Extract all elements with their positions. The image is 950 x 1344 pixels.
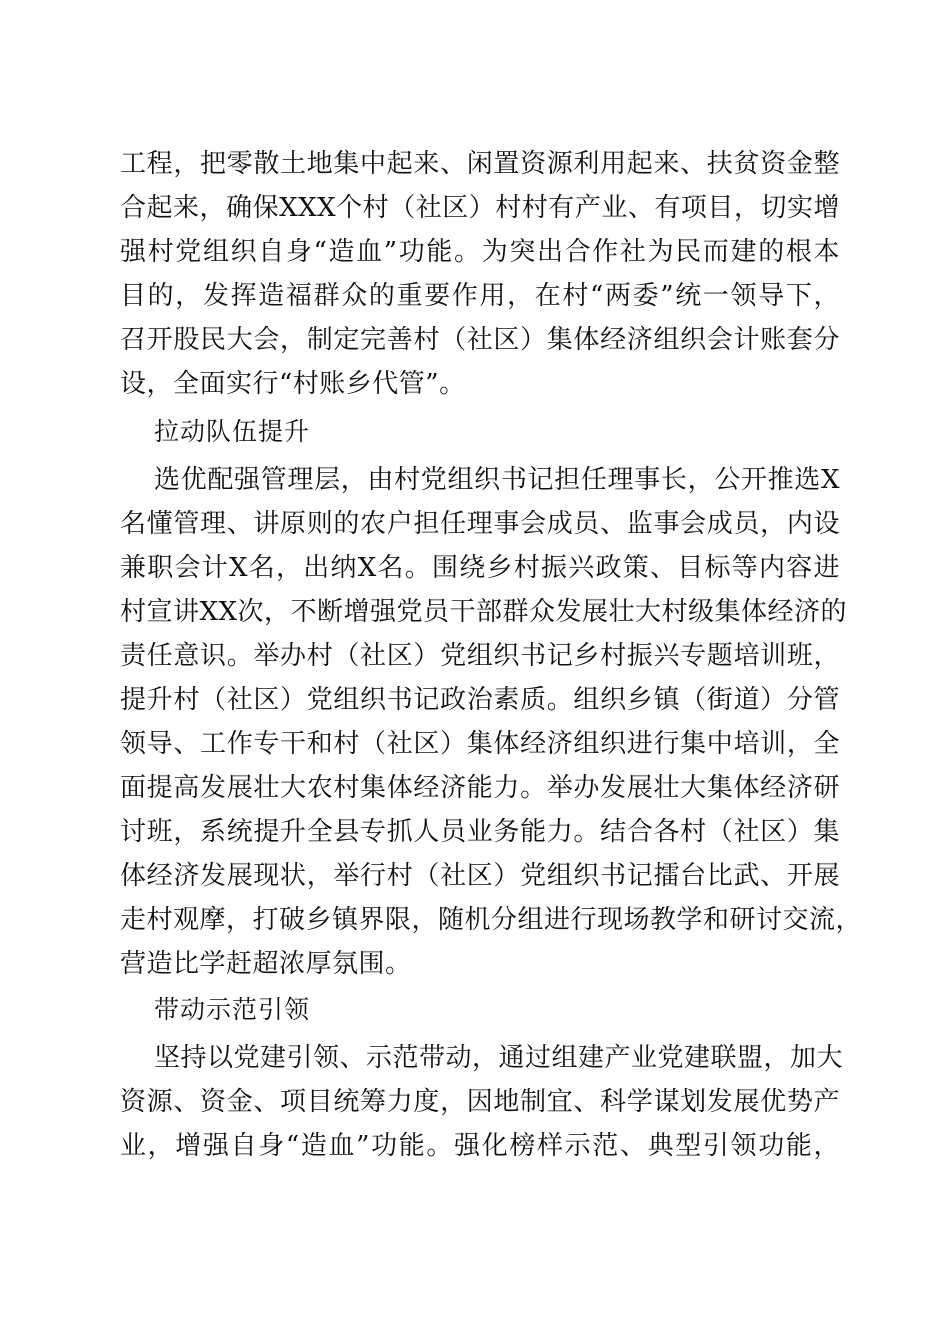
paragraph-2-line-9: 讨班，系统提升全县专抓人员业务能力。结合各村（社区）集 xyxy=(120,817,840,847)
paragraph-2-line-6: 提升村（社区）党组织书记政治素质。组织乡镇（街道）分管 xyxy=(120,685,840,715)
section-heading-team: 拉动队伍提升 xyxy=(154,417,311,446)
paragraph-1-line-2: 合起来，确保XXX个村（社区）村村有产业、有项目，切实增 xyxy=(120,193,840,223)
paragraph-2-line-8: 面提高发展壮大农村集体经济能力。举办发展壮大集体经济研 xyxy=(120,773,840,803)
paragraph-3-line-3: 业，增强自身“造血”功能。强化榜样示范、典型引领功能， xyxy=(120,1131,840,1161)
paragraph-1-line-1: 工程，把零散土地集中起来、闲置资源利用起来、扶贫资金整 xyxy=(120,149,840,179)
paragraph-2-line-1: 选优配强管理层，由村党组织书记担任理事长，公开推选X xyxy=(154,465,840,495)
paragraph-2-line-2: 名懂管理、讲原则的农户担任理事会成员、监事会成员，内设 xyxy=(120,509,840,539)
section-heading-demonstration: 带动示范引领 xyxy=(154,995,311,1024)
paragraph-2-line-5: 责任意识。举办村（社区）党组织书记乡村振兴专题培训班， xyxy=(120,641,840,671)
paragraph-2-line-10: 体经济发展现状，举行村（社区）党组织书记擂台比武、开展 xyxy=(120,861,840,891)
paragraph-2-line-7: 领导、工作专干和村（社区）集体经济组织进行集中培训，全 xyxy=(120,729,840,759)
paragraph-2-line-11: 走村观摩，打破乡镇界限，随机分组进行现场教学和研讨交流， xyxy=(120,905,863,935)
paragraph-1-line-6: 设，全面实行“村账乡代管”。 xyxy=(120,369,466,399)
paragraph-2-line-3: 兼职会计X名，出纳X名。围绕乡村振兴政策、目标等内容进 xyxy=(120,553,840,583)
paragraph-1-line-3: 强村党组织自身“造血”功能。为突出合作社为民而建的根本 xyxy=(120,237,840,267)
paragraph-1-line-5: 召开股民大会，制定完善村（社区）集体经济组织会计账套分 xyxy=(120,325,840,355)
paragraph-3-line-1: 坚持以党建引领、示范带动，通过组建产业党建联盟，加大 xyxy=(154,1043,844,1073)
paragraph-1-line-4: 目的，发挥造福群众的重要作用，在村“两委”统一领导下， xyxy=(120,281,840,311)
paragraph-2-line-4: 村宣讲XX次，不断增强党员干部群众发展壮大村级集体经济的 xyxy=(120,597,848,627)
paragraph-2-line-12: 营造比学赶超浓厚氛围。 xyxy=(120,949,412,979)
paragraph-3-line-2: 资源、资金、项目统筹力度，因地制宜、科学谋划发展优势产 xyxy=(120,1087,840,1117)
